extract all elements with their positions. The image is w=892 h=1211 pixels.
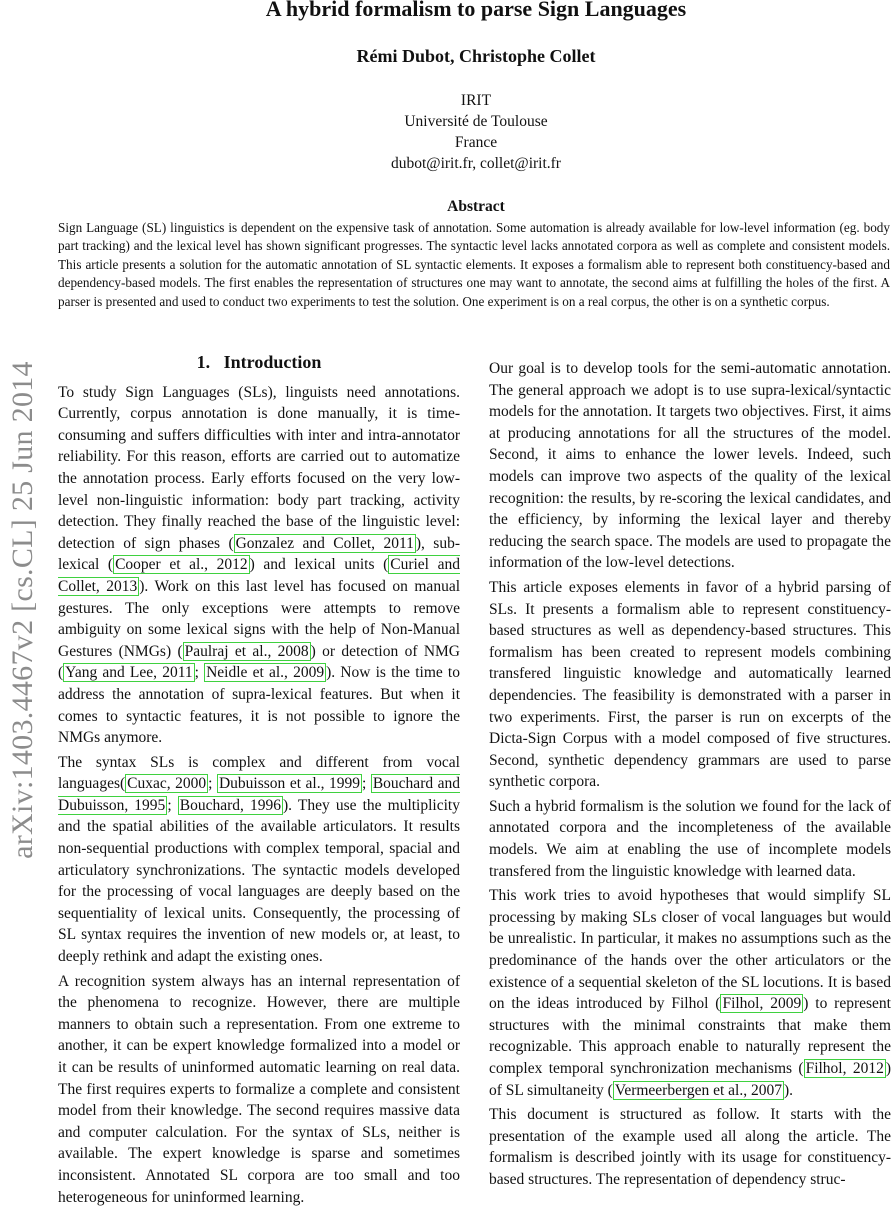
arxiv-identifier: arXiv:1403.4467v2 [cs.CL] 25 Jun 2014 [6,361,40,859]
right-column [489,358,891,1194]
text-run: ). [783,1081,794,1099]
citation-link[interactable]: Cuxac, 2000 [127,775,207,793]
section-number: 1. [196,352,211,372]
intro-paragraph-8: This document is structured as follow. It starts with the presentation of the example used all along the article. The formalism is described jointly with its usage for constituency-based structures. The representation of dependency struc- [489,1106,891,1188]
citation-link[interactable]: Gonzalez and Collet, 2011 [235,534,414,552]
affiliation-org: IRIT [460,92,492,109]
citation-link[interactable]: Bouchard and Dubuisson, 1995 [58,775,461,814]
abstract-heading: Abstract [447,198,505,215]
citation-link[interactable]: Cooper et al., 2012 [115,556,248,574]
text-run: ) to represent structures with the minimal constraints that make them recognizable. This approach enable to naturally represent the complex temporal synchronization mechanisms ( [489,995,891,1077]
affiliation-emails: dubot@irit.fr, collet@irit.fr [391,155,561,172]
affiliation-country: France [454,134,498,151]
section-title: Introduction [223,352,322,372]
affiliation-block [60,90,892,174]
text-run: ; [194,664,205,682]
intro-paragraph-6: Such a hybrid formalism is the solution we found for the lack of annotated corpora and the incompleteness of the available models. We aim at enabling the use of incomplete models transfered from the linguistic knowledge with learned data. [489,797,891,880]
abstract-text: Sign Language (SL) linguistics is dependent on the expensive task of annotation. Some automation is already available for low-level information (eg. body part tracking) and the lexical level has shown significant progresses. The syntactic level lacks annotated corpora as well as complete and consistent models. This article presents a solution for the automatic annotation of SL syntactic elements. It exposes a formalism able to represent both constituency-based and dependency-based models. The first enables the representation of structures one may want to annotate, the second aims at fulfilling the holes of the first. A parser is presented and used to conduct two experiments to test the solution. One experiment is on a real corpus, the other is on a synthetic corpus. [58,220,890,309]
citation-link[interactable]: Vermeerbergen et al., 2007 [614,1081,782,1099]
text-run: ; [208,775,217,793]
citation-link[interactable]: Paulraj et al., 2008 [184,642,309,660]
text-run: ), sub-lexical ( [58,534,460,574]
text-run: ; [362,775,371,793]
text-run: ). They use the multiplicity and the spatial abilities of the available articulators. It results non-sequential productions with complex temporal, spacial and articulatory synchronizations. The syntactic models developed for the processing of vocal languages are deeply based on the sequentiality of lexical units. Consequently, the processing of SL syntax requires the invention of new models or, at least, to deeply rethink and adapt the existing ones. [58,796,460,966]
intro-paragraph-7 [489,885,891,1101]
citation-link[interactable]: Bouchard, 1996 [179,796,281,814]
text-run: To study Sign Languages (SLs), linguists need annotations. Currently, corpus annotation is done manually, it is time-consuming and suffers difficulties with inter and intra-annotator reliability. For this reason, efforts are carried out to automatize the annotation process. Early efforts focused on the very low-level non-linguistic information: body part tracking, activity detection. They finally reached the base of the linguistic level: detection of sign phases ( [58,383,460,552]
intro-paragraph-5: This article exposes elements in favor of a hybrid parsing of SLs. It presents a formalism able to represent constituency-based structures as well as dependency-based structures. This formalism has been created to represent models combining transfered linguistic knowledge and automatically learned dependencies. The feasibility is demonstrated with a parser in two experiments. First, the parser is run on excerpts of the Dicta-Sign Corpus with a model composed of five structures. Second, synthetic dependency grammars are used to parse synthetic corpora. [489,578,891,791]
arxiv-identifier-margin [3,310,43,910]
affiliation-university: Université de Toulouse [404,113,548,130]
paper-authors: Rémi Dubot, Christophe Collet [356,46,596,66]
intro-paragraph-3: A recognition system always has an internal representation of the phenomena to recognize. However, there are multiple manners to obtain such a representation. From one extreme to another, it can be expert knowledge formalized into a model or it can be results of uninformed automatic learning on real data. The first requires experts to formalize a complete and consistent model from their knowledge. The second requires massive data and computer calculation. For the syntax of SLs, neither is available. The expert knowledge is sparse and sometimes inconsistent. Annotated SL corpora are too small and too heterogeneous for uninformed learning. [58,972,460,1206]
text-run: ) of SL simultaneity ( [489,1060,891,1099]
citation-link[interactable]: Yang and Lee, 2011 [65,664,193,682]
citation-link[interactable]: Filhol, 2009 [722,995,802,1013]
paper-title: A hybrid formalism to parse Sign Languages [265,0,687,21]
citation-link[interactable]: Curiel and Collet, 2013 [58,556,460,595]
text-run: ; [167,796,178,814]
text-run: ) or detection of NMG ( [58,642,461,682]
citation-link[interactable]: Neidle et al., 2009 [206,664,325,682]
text-run: ). Now is the time to address the annotation of supra-lexical features. But when it comes to syntactic features, it is not possible to ignore the NMGs anymore. [58,664,460,747]
citation-link[interactable]: Dubuisson et al., 1999 [218,775,360,793]
intro-paragraph-4: Our goal is to develop tools for the semi-automatic annotation. The general approach we adopt is to use supra-lexical/syntactic models for the annotation. It targets two objectives. First, it aims at producing annotations for all the structures of the model. Second, it aims to enhance the lower levels. Indeed, such models can improve two aspects of the quality of the lexical recognition: the results, by re-scoring the lexical candidates, and the efficiency, by informing the lexical layer and thereby reducing the search space. The models are used to propagate the information of the low-level detections. [489,360,891,572]
section-heading [58,352,460,374]
text-run: The syntax SLs is complex and different from vocal languages( [58,753,460,793]
intro-paragraph-1 [58,382,460,749]
citation-link[interactable]: Filhol, 2012 [805,1060,884,1077]
text-run: This work tries to avoid hypotheses that would simplify SL processing by making SLs closer of vocal languages but would be unrealistic. In particular, it makes no assumptions such as the predominance of the hands over the other articulators or the existence of a sequential skeleton of the SL locutions. It is based on the ideas introduced by Filhol ( [489,887,891,1013]
text-run: ) and lexical units ( [249,556,389,574]
intro-paragraph-2 [58,752,460,968]
text-run: ). Work on this last level has focused on manual gestures. The only exceptions were attempts to remove ambiguity on some lexical signs with the help of Non-Manual Gestures (NMGs) ( [58,577,461,660]
left-column [58,352,460,1211]
